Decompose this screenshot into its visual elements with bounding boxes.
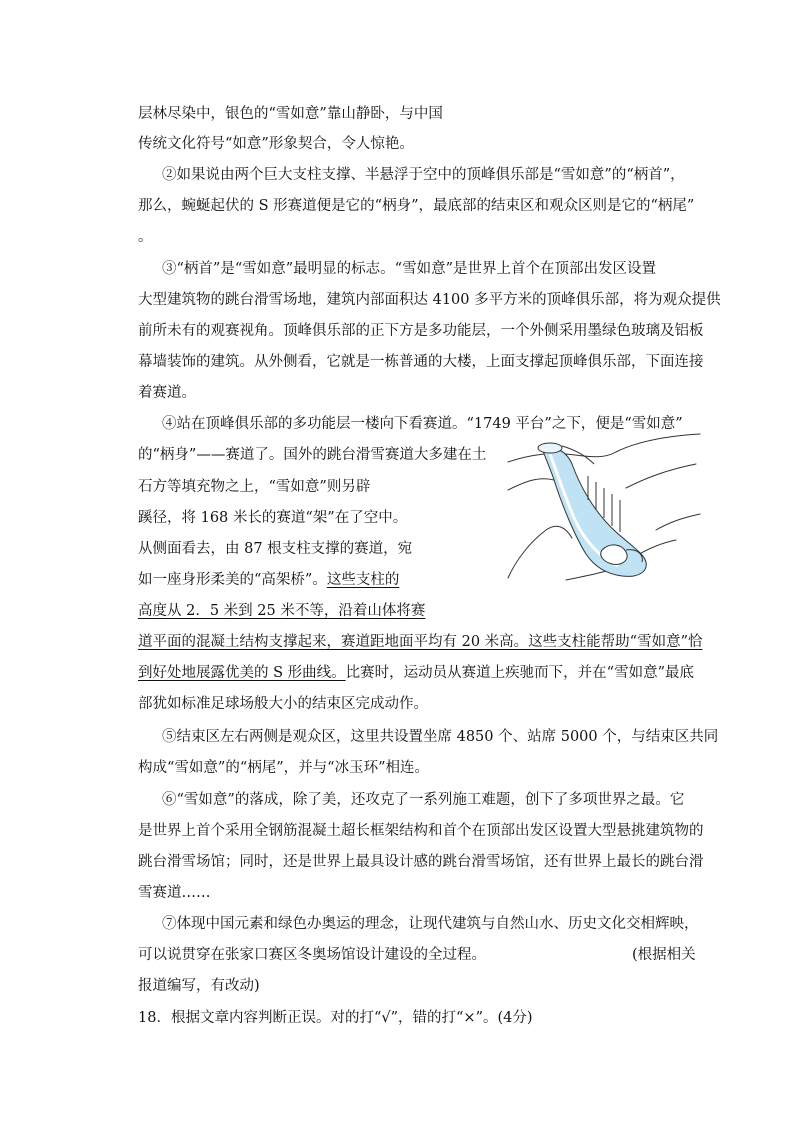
paragraph-4-line: 石方等填充物之上，“雪如意”则另辟 xyxy=(138,479,371,495)
paragraph-4-line: 蹊径，将 168 米长的赛道“架”在了空中。 xyxy=(138,510,408,526)
paragraph-7-line: ⑦体现中国元素和绿色办奥运的理念，让现代建筑与自然山水、历史文化交相辉映， xyxy=(162,916,699,932)
paragraph-3-line: 前所未有的观赛视角。顶峰俱乐部的正下方是多功能层，一个外侧采用墨绿色玻璃及铝板 xyxy=(138,323,704,339)
text-span: 比赛时，运动员从赛道上疾驰而下，并在“雪如意”最底 xyxy=(345,665,694,681)
paragraph-4-line: 部犹如标准足球场般大小的结束区完成动作。 xyxy=(138,696,428,712)
paragraph-5-line: 构成“雪如意”的“柄尾”，并与“冰玉环”相连。 xyxy=(138,760,429,776)
paragraph-3-line: 着赛道。 xyxy=(138,385,196,401)
paragraph-2-line: 那么，蜿蜒起伏的 S 形赛道便是它的“柄身”，最底部的结束区和观众区则是它的“柄尾” xyxy=(138,198,695,214)
paragraph-6-line: 雪赛道…… xyxy=(138,885,211,901)
paragraph-4-line: ④站在顶峰俱乐部的多功能层一楼向下看赛道。“1749 平台”之下，便是“雪如意” xyxy=(162,416,683,432)
paragraph-6-line: 是世界上首个采用全钢筋混凝土超长框架结构和首个在顶部出发区设置大型悬挑建筑物的 xyxy=(138,823,704,839)
paragraph-2-line: ②如果说由两个巨大支柱支撑、半悬浮于空中的顶峰俱乐部是“雪如意”的“柄首”， xyxy=(162,167,685,183)
underlined-span: 这些支柱的 xyxy=(326,572,400,588)
paragraph-6-line: ⑥“雪如意”的落成，除了美，还攻克了一系列施工难题，创下了多项世界之最。它 xyxy=(162,792,685,808)
paragraph-4-line: 的“柄身”——赛道了。国外的跳台滑雪赛道大多建在土 xyxy=(138,447,487,463)
text-line: 层林尽染中，银色的“雪如意”靠山静卧，与中国 xyxy=(138,106,443,122)
paragraph-4-line xyxy=(138,663,694,683)
paragraph-2-line: 。 xyxy=(138,229,153,245)
text-line: 传统文化符号“如意”形象契合，令人惊艳。 xyxy=(138,136,414,152)
paragraph-4-line xyxy=(138,570,399,590)
paragraph-7-line: 可以说贯穿在张家口赛区冬奥场馆设计建设的全过程。 xyxy=(138,947,486,963)
underlined-line: 道平面的混凝土结构支撑起来，赛道距地面平均有 20 米高。这些支柱能帮助“雪如意”恰 xyxy=(138,634,703,650)
text-span: 如一座身形柔美的“高架桥”。 xyxy=(138,572,327,588)
underlined-span: 到好处地展露优美的 S 形曲线。 xyxy=(138,665,346,681)
paragraph-4-line: 从侧面看去，由 87 根支柱支撑的赛道，宛 xyxy=(138,541,413,557)
paragraph-5-line: ⑤结束区左右两侧是观众区，这里共设置坐席 4850 个、站席 5000 个，与结束区共同 xyxy=(162,729,719,745)
underlined-line: 高度从 2．5 米到 25 米不等，沿着山体将赛 xyxy=(138,603,426,619)
question-18: 18．根据文章内容判断正误。对的打“√”，错的打“×”。(4分) xyxy=(138,1010,533,1026)
source-note: (根据相关 xyxy=(632,947,696,963)
paragraph-6-line: 跳台滑雪场馆；同时，还是世界上最具设计感的跳台滑雪场馆，还有世界上最长的跳台滑 xyxy=(138,854,704,870)
source-note: 报道编写，有改动) xyxy=(138,978,260,994)
paragraph-3-line: 大型建筑物的跳台滑雪场地，建筑内部面积达 4100 多平方米的顶峰俱乐部，将为观众提供 xyxy=(138,292,721,308)
ski-jump-track-illustration xyxy=(506,430,702,590)
paragraph-3-line: ③“柄首”是“雪如意”最明显的标志。“雪如意”是世界上首个在顶部出发区设置 xyxy=(162,261,656,277)
paragraph-3-line: 幕墙装饰的建筑。从外侧看，它就是一栋普通的大楼，上面支撑起顶峰俱乐部，下面连接 xyxy=(138,354,704,370)
